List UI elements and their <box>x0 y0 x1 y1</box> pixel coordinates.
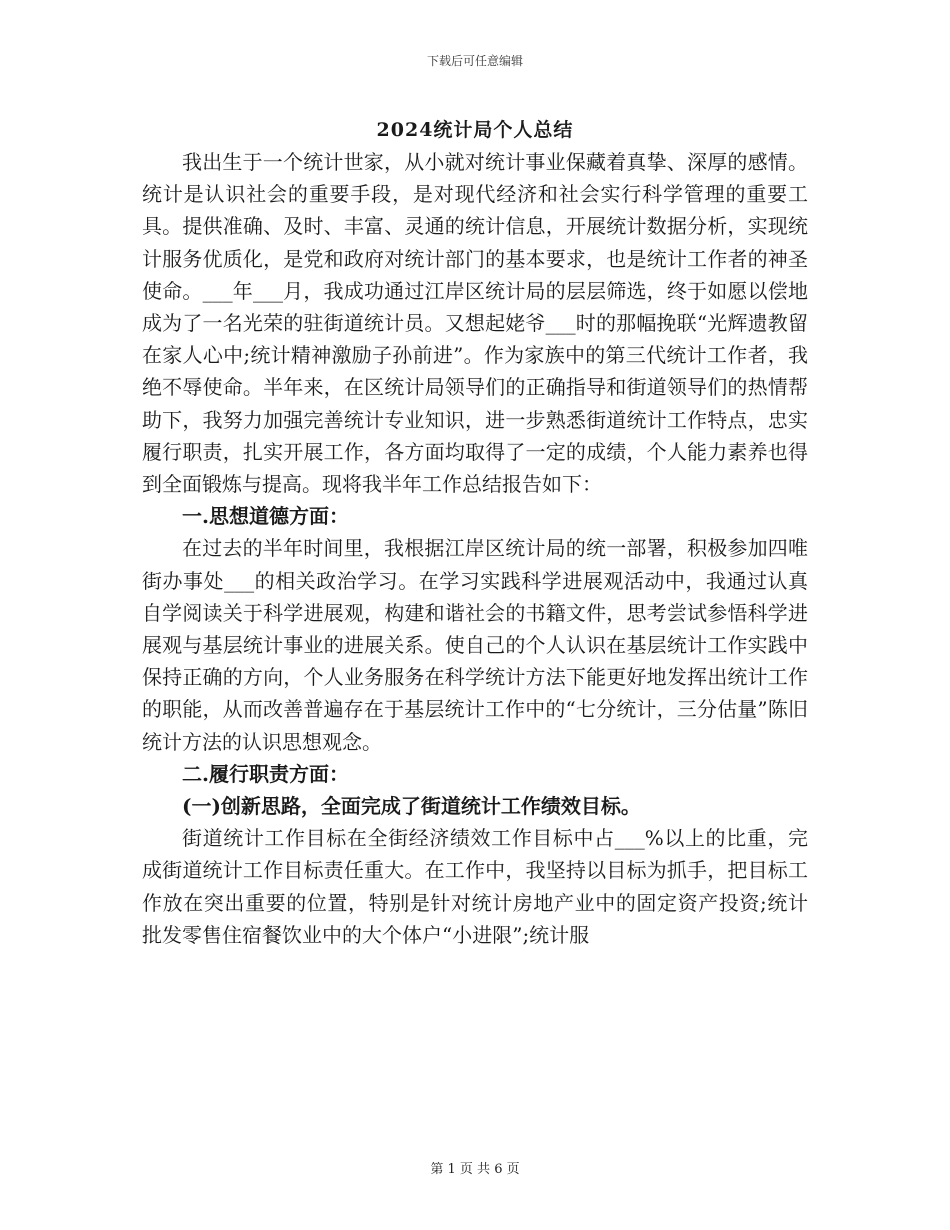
document-body <box>142 146 808 951</box>
section2-heading: 二.履行职责方面： <box>182 761 349 786</box>
section2-subheading: (一)创新思路，全面完成了街道统计工作绩效目标。 <box>182 794 641 819</box>
document-title: 2024统计局个人总结 <box>376 119 574 141</box>
section1-heading: 一.思想道德方面： <box>182 504 349 529</box>
intro-paragraph: 我出生于一个统计世家，从小就对统计事业保藏着真挚、深厚的感情。统计是认识社会的重要手段，是对现代经济和社会实行科学管理的重要工具。提供准确、及时、丰富、灵通的统计信息，开展统计数据分析，实现统计服务优质化，是党和政府对统计部门的基本要求，也是统计工作者的神圣使命。___年___月，我成功通过江岸区统计局的层层筛选，终于如愿以偿地成为了一名光荣的驻街道统计员。又想起姥爷___时的那幅挽联“光辉遗教留在家人心中;统计精神激励子孙前进”。作为家族中的第三代统计工作者，我绝不辱使命。半年来，在区统计局领导们的正确指导和街道领导们的热情帮助下，我努力加强完善统计专业知识，进一步熟悉街道统计工作特点，忠实履行职责，扎实开展工作，各方面均取得了一定的成绩，个人能力素养也得到全面锻炼与提高。现将我半年工作总结报告如下： <box>142 150 808 497</box>
section1-paragraph: 在过去的半年时间里，我根据江岸区统计局的统一部署，积极参加四唯街办事处___的相关政治学习。在学习实践科学进展观活动中，我通过认真自学阅读关于科学进展观，构建和谐社会的书籍文件，思考尝试参悟科学进展观与基层统计事业的进展关系。使自己的个人认识在基层统计工作实践中保持正确的方向，个人业务服务在科学统计方法下能更好地发挥出统计工作的职能，从而改善普遍存在于基层统计工作中的“七分统计，三分估量”陈旧统计方法的认识思想观念。 <box>142 536 808 754</box>
page-header-note: 下载后可任意编辑 <box>426 54 523 68</box>
page-footer: 第 1 页 共 6 页 <box>430 1162 520 1177</box>
section2-paragraph: 街道统计工作目标在全街经济绩效工作目标中占___%以上的比重，完成街道统计工作目标责任重大。在工作中，我坚持以目标为抓手，把目标工作放在突出重要的位置，特别是针对统计房地产业中的固定资产投资;统计批发零售住宿餐饮业中的大个体户“小进限”;统计服 <box>142 826 808 947</box>
